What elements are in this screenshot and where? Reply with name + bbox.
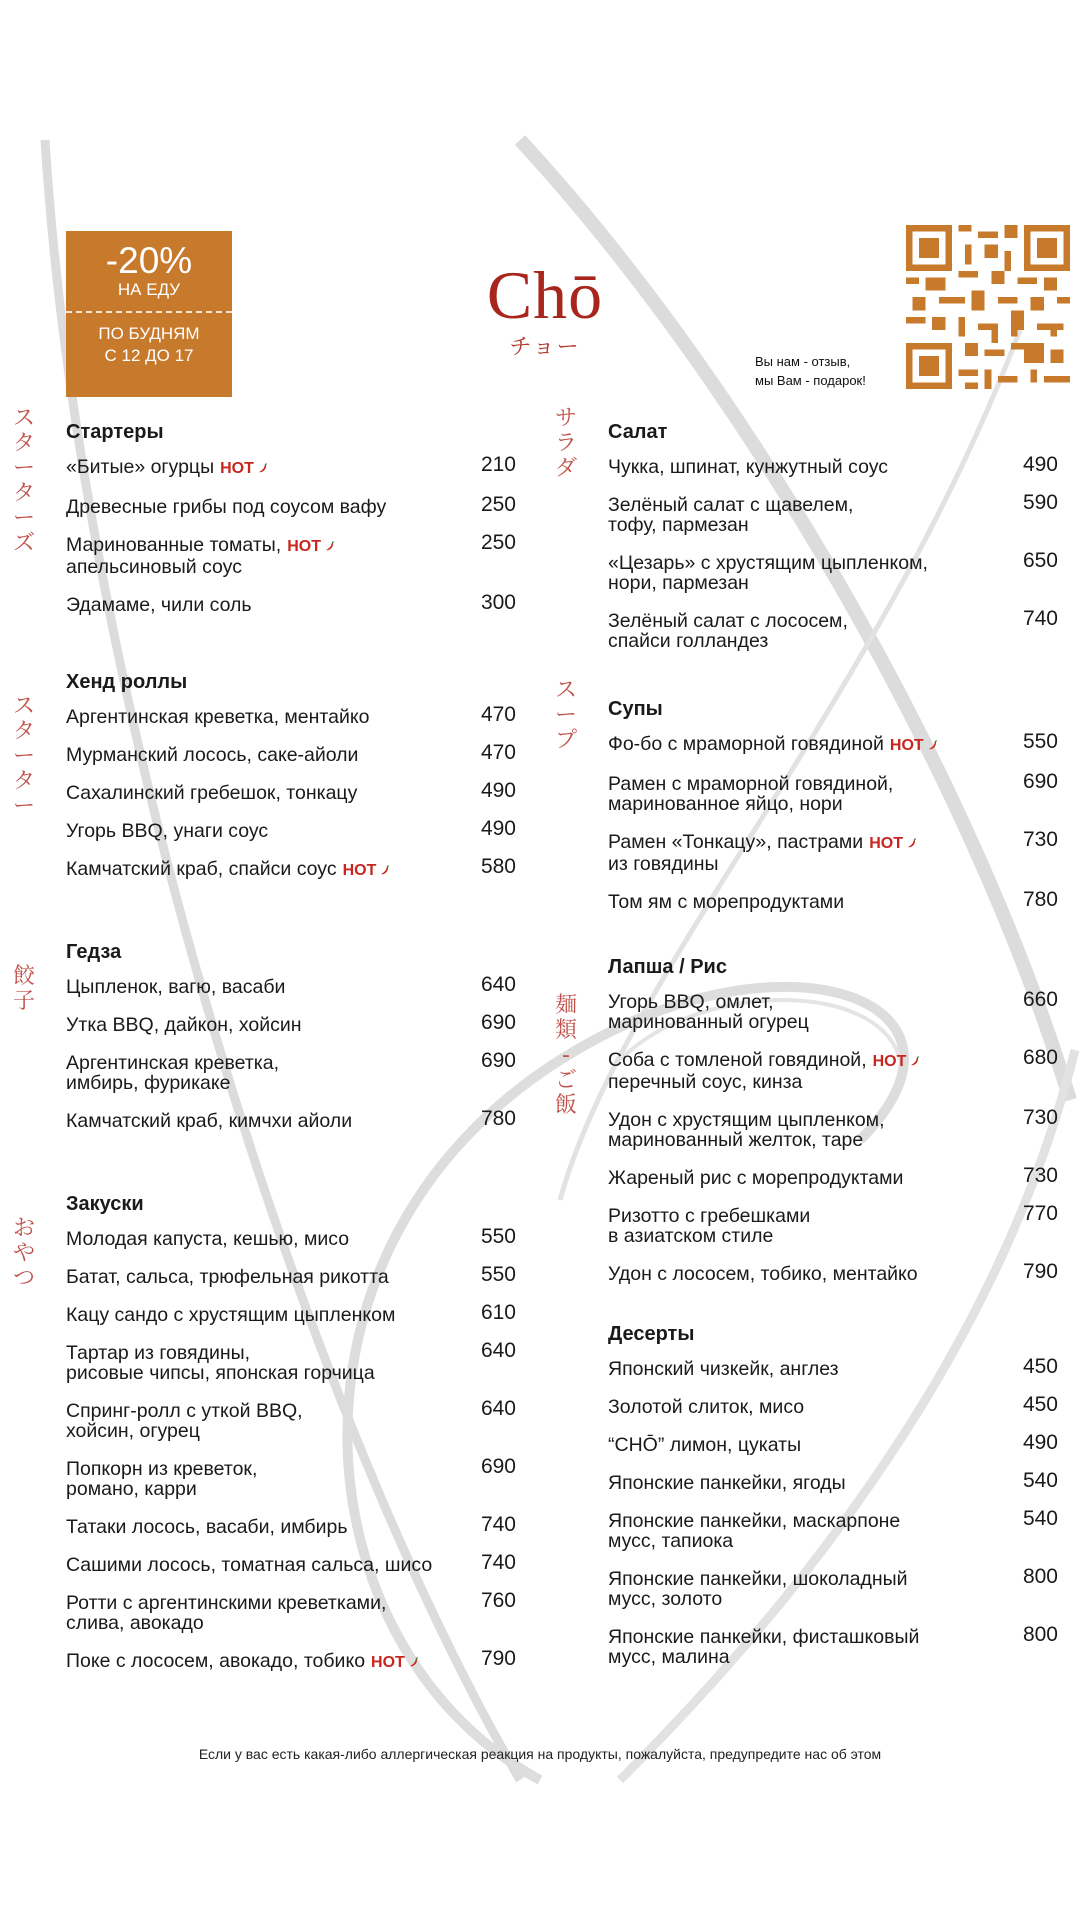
menu-item-price: 730 (1022, 828, 1058, 851)
menu-item-price: 450 (1022, 1393, 1058, 1416)
menu-item (66, 1455, 516, 1500)
menu-item-name-text: Рамен с мраморной говядиной, маринованное яйцо, нори (608, 773, 894, 815)
menu-item-name (66, 1647, 516, 1673)
chili-pepper-icon (378, 864, 390, 876)
menu-item-name-text: Чукка, шпинат, кунжутный соус (608, 456, 888, 478)
menu-item-name-text: Молодая капуста, кешью, мисо (66, 1228, 350, 1250)
menu-item-name (66, 703, 516, 728)
section-soups (608, 697, 1058, 930)
menu-item-name-text: Цыпленок, вагю, васаби (66, 976, 286, 998)
menu-item (66, 1011, 516, 1036)
menu-item-name (66, 493, 516, 518)
menu-item-name (608, 1260, 1058, 1285)
menu-item-name-text: Аргентинская креветка, ментайко (66, 706, 370, 728)
menu-item-name-text: Японский чизкейк, англез (608, 1358, 839, 1380)
menu-item (66, 1049, 516, 1094)
menu-item-name-text: Тартар из говядины, рисовые чипсы, японская горчица (66, 1342, 375, 1384)
menu-item-name (608, 1202, 1058, 1247)
menu-item-name-text: Поке с лососем, авокадо, тобико (66, 1650, 366, 1672)
menu-item-name (66, 1225, 516, 1250)
menu-item-name-text: Утка BBQ, дайкон, хойсин (66, 1014, 302, 1036)
menu-item (66, 493, 516, 518)
menu-item-price: 490 (480, 817, 516, 840)
menu-item (608, 730, 1058, 756)
menu-item (66, 1589, 516, 1634)
qr-caption-line2: мы Вам - подарок! (755, 373, 866, 388)
menu-item-price: 540 (1022, 1507, 1058, 1530)
menu-item-name (66, 1263, 516, 1288)
menu-item-name-text: «Битые» огурцы (66, 456, 215, 478)
menu-item-price: 470 (480, 703, 516, 726)
menu-item-name-text: Рамен «Тонкацу», пастрами (608, 831, 864, 853)
menu-item-price: 590 (1022, 491, 1058, 514)
menu-item (66, 453, 516, 479)
menu-item-name-text: Угорь BBQ, омлет, маринованный огурец (608, 991, 809, 1033)
chili-pepper-icon (407, 1656, 419, 1668)
menu-item-name (608, 607, 1058, 652)
menu-item-name-text: Эдамаме, чили соль (66, 594, 252, 616)
menu-item (608, 607, 1058, 652)
menu-item (608, 491, 1058, 536)
menu-item (66, 1107, 516, 1132)
menu-item-price: 790 (480, 1647, 516, 1670)
menu-item-price: 250 (480, 493, 516, 516)
menu-item-price: 800 (1022, 1565, 1058, 1588)
section-starters (66, 420, 516, 633)
section-handrolls (66, 670, 516, 899)
menu-item (66, 1301, 516, 1326)
menu-item-name-text: Угорь BBQ, унаги соус (66, 820, 269, 842)
vertical-label-handrolls: スターター (12, 694, 35, 819)
menu-item-price: 730 (1022, 1106, 1058, 1129)
qr-code-icon[interactable] (906, 225, 1070, 389)
menu-item-name (608, 1355, 1058, 1380)
menu-item-name (66, 1049, 516, 1094)
allergy-notice: Если у вас есть какая-либо аллергическая реакция на продукты, пожалуйста, предупредите нас об этом (198, 1746, 882, 1762)
promo-line1: ПО БУДНЯМ (98, 324, 200, 343)
menu-item-price: 550 (480, 1263, 516, 1286)
menu-item-name-line2: перечный соус, кинза (608, 1071, 803, 1093)
section-title: Закуски (66, 1193, 144, 1215)
vertical-label-noodles: 麺類 - ご飯 (554, 993, 577, 1118)
menu-item-price: 740 (480, 1551, 516, 1574)
menu-item-name-text: Спринг-ролл с уткой BBQ, хойсин, огурец (66, 1400, 303, 1442)
menu-item-price: 540 (1022, 1469, 1058, 1492)
section-salad (608, 420, 1058, 669)
menu-item (608, 1623, 1058, 1668)
menu-item (66, 779, 516, 804)
menu-item (66, 1397, 516, 1442)
menu-item-price: 690 (480, 1011, 516, 1034)
menu-item-name (66, 779, 516, 804)
menu-item-name-text: Фо-бо с мраморной говядиной (608, 733, 884, 755)
vertical-label-starters: スターターズ (12, 406, 35, 556)
promo-percent: -20% (105, 240, 193, 281)
menu-item-price: 550 (1022, 730, 1058, 753)
menu-item-name-text: Ризотто с гребешками в азиатском стиле (608, 1205, 811, 1247)
chili-pepper-icon (926, 739, 938, 751)
menu-item (66, 855, 516, 881)
menu-item-price: 650 (1022, 549, 1058, 572)
vertical-label-snacks: おやつ (12, 1216, 35, 1291)
section-title: Хенд роллы (66, 671, 188, 693)
menu-item (608, 828, 1058, 875)
menu-item-name (608, 888, 1058, 913)
vertical-label-soups: スープ (554, 678, 577, 753)
menu-item-price: 210 (480, 453, 516, 476)
menu-item-price: 730 (1022, 1164, 1058, 1187)
menu-item (66, 741, 516, 766)
menu-item (608, 1355, 1058, 1380)
menu-item-name (608, 1106, 1058, 1151)
menu-item-name-text: Удон с лососем, тобико, ментайко (608, 1263, 918, 1285)
menu-item-price: 740 (1022, 607, 1058, 630)
menu-item-name-text: Удон с хрустящим цыпленком, маринованный желток, таре (608, 1109, 885, 1151)
menu-item-name-text: Японские панкейки, ягоды (608, 1472, 846, 1494)
menu-item-price: 470 (480, 741, 516, 764)
menu-item (608, 770, 1058, 815)
promo-sub: НА ЕДУ (117, 280, 181, 299)
menu-item-name (66, 817, 516, 842)
menu-item-price: 640 (480, 1339, 516, 1362)
section-title: Стартеры (66, 421, 164, 443)
menu-item (608, 549, 1058, 594)
menu-item-price: 660 (1022, 988, 1058, 1011)
menu-item (66, 1647, 516, 1673)
menu-item-price: 790 (1022, 1260, 1058, 1283)
menu-item-name-text: Камчатский краб, спайси соус (66, 858, 337, 880)
menu-item-price: 800 (1022, 1623, 1058, 1646)
menu-item-price: 770 (1022, 1202, 1058, 1225)
menu-item-name (66, 1455, 516, 1500)
menu-item-price: 490 (1022, 1431, 1058, 1454)
menu-item-name-text: Зелёный салат с лососем, спайси голландез (608, 610, 848, 652)
qr-caption-line1: Вы нам - отзыв, (755, 354, 851, 369)
menu-item (608, 1507, 1058, 1552)
menu-item-name-text: Аргентинская креветка, имбирь, фурикаке (66, 1052, 279, 1094)
menu-item-name (608, 549, 1058, 594)
section-desserts (608, 1322, 1058, 1685)
menu-item (608, 1565, 1058, 1610)
menu-item-name-text: Попкорн из креветок, романо, карри (66, 1458, 258, 1500)
menu-item (66, 1339, 516, 1384)
menu-item (66, 1263, 516, 1288)
menu-item-price: 780 (1022, 888, 1058, 911)
menu-item-price: 740 (480, 1513, 516, 1536)
menu-item-price: 690 (480, 1455, 516, 1478)
section-title: Салат (608, 421, 668, 443)
promo-divider (66, 311, 232, 313)
menu-item (608, 1469, 1058, 1494)
menu-item-name (66, 973, 516, 998)
menu-item (66, 591, 516, 616)
menu-item-name (66, 591, 516, 616)
menu-item-name (66, 855, 516, 881)
menu-item-price: 580 (480, 855, 516, 878)
menu-item (608, 1106, 1058, 1151)
section-title: Гедза (66, 941, 122, 963)
menu-item-price: 760 (480, 1589, 516, 1612)
menu-item-name-text: Соба с томленой говядиной, (608, 1049, 867, 1071)
menu-item (608, 1431, 1058, 1456)
menu-item-price: 610 (480, 1301, 516, 1324)
menu-item-name (608, 1164, 1058, 1189)
menu-item (608, 1393, 1058, 1418)
menu-item-price: 450 (1022, 1355, 1058, 1378)
section-noodles (608, 955, 1058, 1302)
menu-item-name-line2: из говядины (608, 853, 719, 875)
menu-item-name-text: Камчатский краб, кимчхи айоли (66, 1110, 353, 1132)
menu-item (608, 1164, 1058, 1189)
menu-item-price: 640 (480, 1397, 516, 1420)
qr-caption (755, 352, 866, 390)
menu-item (608, 453, 1058, 478)
menu-item-price: 490 (1022, 453, 1058, 476)
section-title: Супы (608, 698, 663, 720)
menu-item-name-text: Жареный рис с морепродуктами (608, 1167, 904, 1189)
chili-pepper-icon (323, 540, 335, 552)
menu-item-name (66, 1011, 516, 1036)
brand-logo (470, 257, 620, 361)
menu-item (608, 888, 1058, 913)
menu-item-price: 250 (480, 531, 516, 554)
menu-item-name (66, 1107, 516, 1132)
section-snacks (66, 1192, 516, 1691)
hot-badge: HOT (342, 862, 377, 879)
menu-item (608, 1046, 1058, 1093)
menu-item-price: 640 (480, 973, 516, 996)
menu-item-name (608, 770, 1058, 815)
hot-badge: HOT (869, 835, 903, 852)
menu-item-name-text: Древесные грибы под соусом вафу (66, 496, 387, 518)
logo-jp: チョー (509, 335, 581, 360)
menu-item-name (608, 1565, 1058, 1610)
menu-item-name (66, 1589, 516, 1634)
menu-item (66, 1551, 516, 1576)
menu-item-name-text: Маринованные томаты, (66, 534, 282, 556)
section-gyoza (66, 940, 516, 1149)
section-title: Лапша / Рис (608, 956, 727, 978)
menu-item-name (608, 1431, 1058, 1456)
logo-name: Chō (486, 257, 604, 333)
hot-badge: HOT (872, 1053, 907, 1070)
menu-item-name-text: Японские панкейки, шоколадный мусс, золото (608, 1568, 908, 1610)
menu-item-price: 300 (480, 591, 516, 614)
menu-item (66, 703, 516, 728)
hot-badge: HOT (371, 1654, 405, 1671)
hot-badge: HOT (287, 538, 321, 555)
menu-item-name-text: Сашими лосось, томатная сальса, шисо (66, 1554, 433, 1576)
menu-item-name-text: Татаки лосось, васаби, имбирь (66, 1516, 348, 1538)
menu-item-name (66, 531, 516, 578)
menu-item-name-text: «Цезарь» с хрустящим цыпленком, нори, пармезан (608, 552, 928, 594)
vertical-label-salad: サラダ (554, 406, 577, 481)
vertical-label-gyoza: 餃子 (12, 964, 35, 1014)
menu-item-name (608, 1393, 1058, 1418)
menu-item-name-line2: апельсиновый соус (66, 556, 242, 578)
menu-item-name (608, 828, 1058, 875)
menu-item-name (66, 453, 516, 479)
menu-item (66, 531, 516, 578)
menu-item-name (66, 741, 516, 766)
menu-item-name-text: Том ям с морепродуктами (608, 891, 845, 913)
menu-item (66, 1513, 516, 1538)
menu-item-name-text: “CHŌ” лимон, цукаты (608, 1434, 802, 1456)
menu-item-name-text: Японские панкейки, фисташковый мусс, малина (608, 1626, 920, 1668)
menu-item (608, 1202, 1058, 1247)
menu-item-price: 550 (480, 1225, 516, 1248)
promo-badge (66, 231, 232, 397)
menu-item (66, 817, 516, 842)
menu-item-name-text: Золотой слиток, мисо (608, 1396, 805, 1418)
menu-item-name-text: Батат, сальса, трюфельная рикотта (66, 1266, 389, 1288)
menu-item-name-text: Кацу сандо с хрустящим цыпленком (66, 1304, 396, 1326)
menu-item-name (608, 1623, 1058, 1668)
chili-pepper-icon (905, 837, 917, 849)
menu-item-name (608, 730, 1058, 756)
menu-item-price: 680 (1022, 1046, 1058, 1069)
menu-item-name (608, 1046, 1058, 1093)
menu-item-name-text: Японские панкейки, маскарпоне мусс, тапиока (608, 1510, 901, 1552)
menu-item-price: 690 (480, 1049, 516, 1072)
menu-item-name (66, 1397, 516, 1442)
menu-item-name (608, 1469, 1058, 1494)
promo-line2: С 12 ДО 17 (104, 346, 194, 365)
menu-item-name (66, 1339, 516, 1384)
menu-item-price: 780 (480, 1107, 516, 1130)
menu-item-price: 490 (480, 779, 516, 802)
hot-badge: HOT (889, 737, 924, 754)
menu-item-name (608, 1507, 1058, 1552)
menu-item-name-text: Сахалинский гребешок, тонкацу (66, 782, 358, 804)
chili-pepper-icon (908, 1055, 920, 1067)
menu-item-name (66, 1551, 516, 1576)
chili-pepper-icon (256, 462, 268, 474)
menu-item-name-text: Мурманский лосось, саке-айоли (66, 744, 359, 766)
menu-item-name (608, 491, 1058, 536)
menu-item-name (608, 453, 1058, 478)
section-title: Десерты (608, 1323, 695, 1345)
menu-item (66, 973, 516, 998)
menu-item-name (66, 1301, 516, 1326)
hot-badge: HOT (220, 460, 254, 477)
menu-item (608, 988, 1058, 1033)
menu-item-name-text: Зелёный салат с щавелем, тофу, пармезан (608, 494, 854, 536)
menu-item (608, 1260, 1058, 1285)
menu-item-name-text: Ротти с аргентинскими креветками, слива, авокадо (66, 1592, 387, 1634)
menu-item-price: 690 (1022, 770, 1058, 793)
menu-item (66, 1225, 516, 1250)
menu-item-name (66, 1513, 516, 1538)
menu-item-name (608, 988, 1058, 1033)
